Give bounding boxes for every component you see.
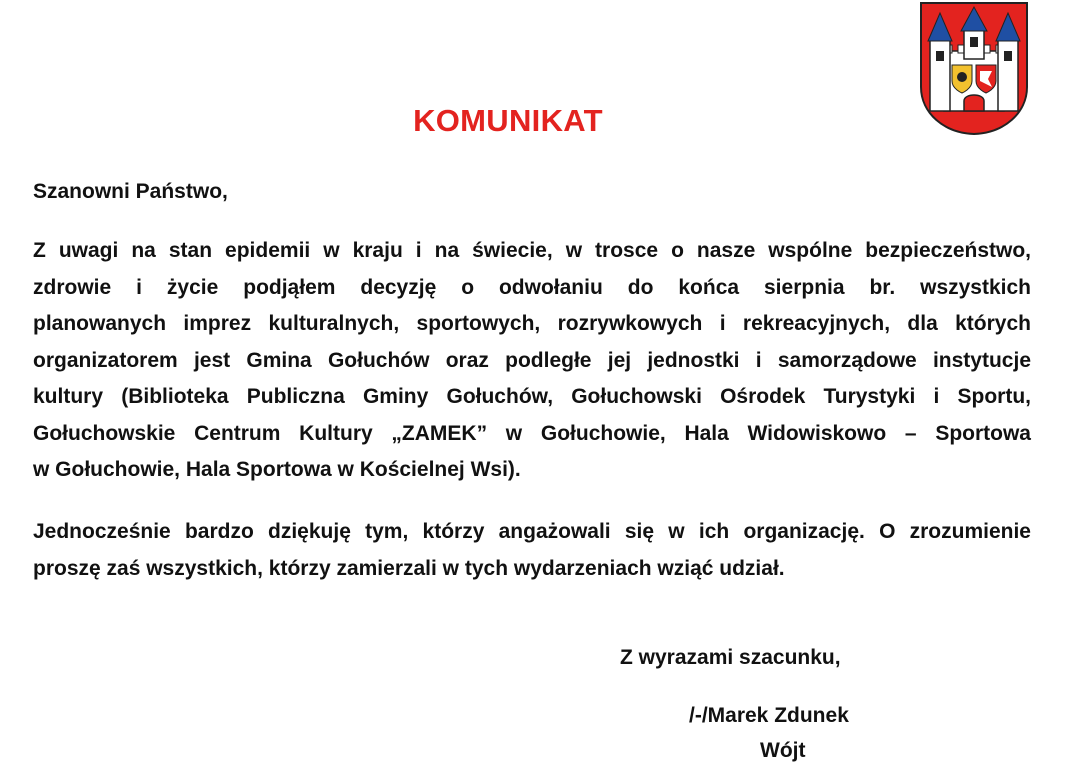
paragraph-line: organizatorem jest Gmina Gołuchów oraz podległe jej jednostki i samorządowe instytucje xyxy=(33,348,1031,372)
paragraph-line: Z uwagi na stan epidemii w kraju i na świecie, w trosce o nasze wspólne bezpieczeństwo, xyxy=(33,239,1031,262)
paragraph-line: zdrowie i życie podjąłem decyzję o odwołaniu do końca sierpnia br. wszystkich xyxy=(33,275,1031,299)
greeting: Szanowni Państwo, xyxy=(33,180,228,203)
paragraph-line: proszę zaś wszystkich, którzy zamierzali w tych wydarzeniach wziąć udział. xyxy=(33,556,785,580)
paragraph-line: w Gołuchowie, Hala Sportowa w Kościelnej Wsi). xyxy=(33,458,521,481)
paragraph-line: planowanych imprez kulturalnych, sportowych, rozrywkowych i rekreacyjnych, dla których xyxy=(33,312,1031,335)
document-title: KOMUNIKAT xyxy=(413,103,603,138)
paragraph-line: Jednocześnie bardzo dziękuję tym, którzy angażowali się w ich organizację. O zrozumienie xyxy=(33,520,1031,543)
closing-phrase: Z wyrazami szacunku, xyxy=(620,646,841,669)
paragraph-line: Gołuchowskie Centrum Kultury „ZAMEK” w Gołuchowie, Hala Widowiskowo – Sportowa xyxy=(33,421,1031,445)
body-paragraph-2 xyxy=(33,514,1031,587)
signature: /-/Marek Zdunek xyxy=(689,704,849,727)
paragraph-line: kultury (Biblioteka Publiczna Gminy Gołuchów, Gołuchowski Ośrodek Turystyki i Sportu, xyxy=(33,385,1031,408)
signatory-role: Wójt xyxy=(760,739,806,762)
body-paragraph-1 xyxy=(33,233,1031,489)
